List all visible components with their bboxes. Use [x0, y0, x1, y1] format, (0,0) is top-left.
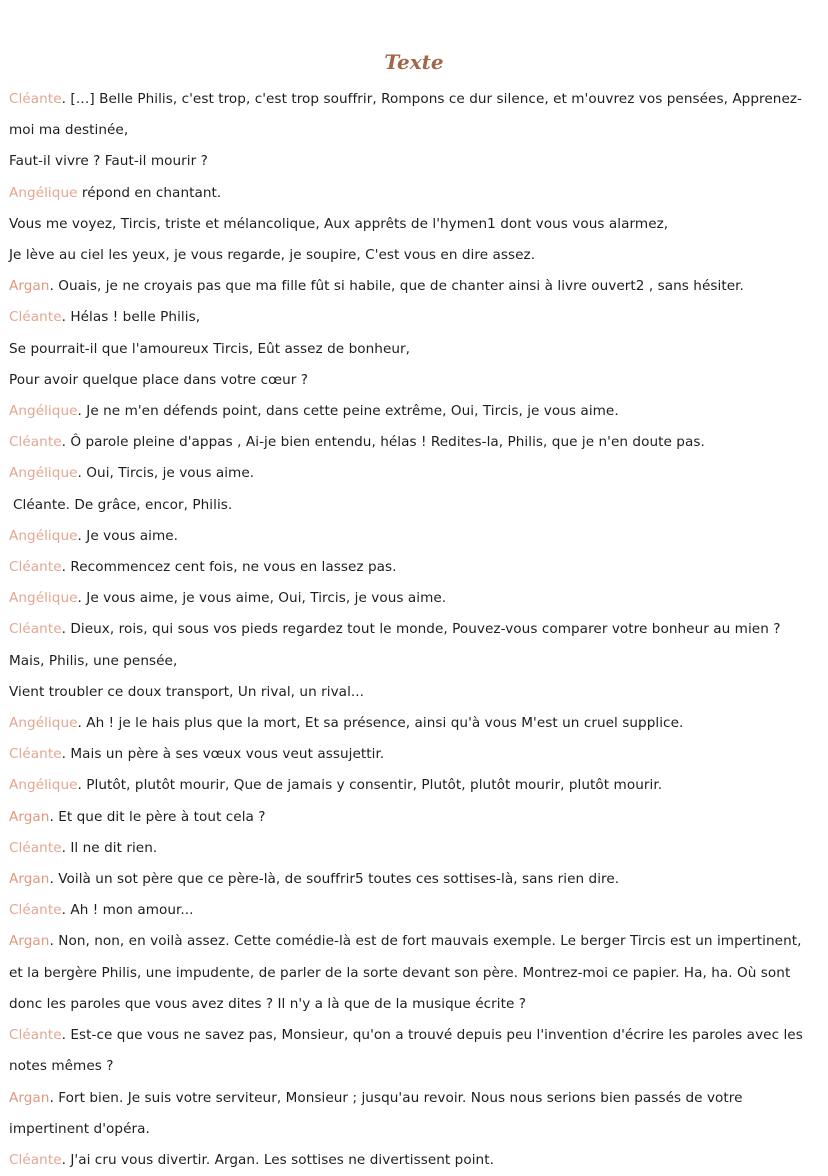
- line-text: Plutôt, plutôt mourir, Que de jamais y consentir, Plutôt, plutôt mourir, plutôt mourir.: [86, 777, 663, 794]
- line-text: Ah ! je le hais plus que la mort, Et sa présence, ainsi qu'à vous M'est un cruel supplice.: [86, 715, 684, 732]
- line-text: Et que dit le père à tout cela ?: [58, 808, 266, 825]
- speaker-name: Argan: [9, 278, 50, 295]
- dialogue-line: Angélique. Je ne m'en défends point, dans cette peine extrême, Oui, Tircis, je vous aime.: [9, 403, 619, 420]
- speaker-name: Cléante: [9, 1151, 62, 1168]
- dialogue-line: Cléante. Ah ! mon amour...: [9, 902, 194, 919]
- line-text: Se pourrait-il que l'amoureux Tircis, Eût assez de bonheur,: [9, 340, 411, 357]
- dialogue-line: Cléante. Il ne dit rien.: [9, 839, 158, 856]
- line-text: Ouais, je ne croyais pas que ma fille fût si habile, que de chanter ainsi à livre ouvert2 , sans hésiter.: [58, 278, 744, 295]
- dialogue-line: [9, 146, 818, 177]
- dialogue-line: Cléante. Hélas ! belle Philis,: [9, 309, 201, 326]
- line-text: Est-ce que vous ne savez pas, Monsieur, qu'on a trouvé depuis peu l'invention d'écrire les paroles avec les notes mêmes ?: [9, 1027, 803, 1075]
- dialogue-line: Cléante. Mais un père à ses vœux vous veut assujettir.: [9, 746, 385, 763]
- line-text: Non, non, en voilà assez. Cette comédie-là est de fort mauvais exemple. Le berger Tircis est un impertinent, et la bergère Philis, une impudente, de parler de la sorte devant son père. Montrez-moi ce papier. Ha, ha. Où sont donc les paroles que vous avez dites ? Il n'y a là que de la musique écrite ?: [9, 933, 802, 1012]
- dialogue-line: [9, 646, 818, 677]
- dialogue-line: Cléante. Est-ce que vous ne savez pas, Monsieur, qu'on a trouvé depuis peu l'invention d'écrire les paroles avec les notes mêmes ?: [9, 1027, 803, 1075]
- speaker-name: Angélique: [9, 527, 78, 544]
- speaker-name: Argan: [9, 871, 50, 888]
- line-text: Dieux, rois, qui sous vos pieds regardez tout le monde, Pouvez-vous comparer votre bonheur au mien ?: [70, 621, 781, 638]
- dialogue-line: Argan. Ouais, je ne croyais pas que ma fille fût si habile, que de chanter ainsi à livre ouvert2 , sans hésiter.: [9, 278, 744, 295]
- line-text: J'ai cru vous divertir. Argan. Les sottises ne divertissent point.: [70, 1151, 494, 1168]
- line-text: Je ne m'en défends point, dans cette peine extrême, Oui, Tircis, je vous aime.: [86, 403, 619, 420]
- speaker-name: Cléante: [9, 839, 62, 856]
- line-text: répond en chantant.: [81, 184, 222, 201]
- speaker-name: Cléante: [9, 91, 62, 107]
- speaker-name: Cléante: [9, 434, 62, 451]
- dialogue-line: [9, 178, 818, 209]
- line-text: Ô parole pleine d'appas , Ai-je bien entendu, hélas ! Redites-la, Philis, que je n'en doute pas.: [70, 434, 705, 451]
- dialogue-line: Argan. Non, non, en voilà assez. Cette comédie-là est de fort mauvais exemple. Le berger Tircis est un impertinent, et la bergère Philis, une impudente, de parler de la sorte devant son père. Montrez-moi ce papier. Ha, ha. Où sont donc les paroles que vous avez dites ? Il n'y a là que de la musique écrite ?: [9, 933, 802, 1012]
- line-text: Vous me voyez, Tircis, triste et mélancolique, Aux apprêts de l'hymen1 dont vous vous alarmez,: [9, 215, 669, 232]
- dialogue-line: Cléante. Dieux, rois, qui sous vos pieds regardez tout le monde, Pouvez-vous comparer votre bonheur au mien ?: [9, 621, 781, 638]
- line-text: […] Belle Philis, c'est trop, c'est trop souffrir, Rompons ce dur silence, et m'ouvrez vos pensées, Apprenez-moi ma destinée,: [9, 91, 803, 139]
- speaker-name: Angélique: [9, 465, 78, 482]
- dialogue-line: Cléante. Recommencez cent fois, ne vous en lassez pas.: [9, 559, 397, 576]
- dialogue-line: Angélique. Ah ! je le hais plus que la mort, Et sa présence, ainsi qu'à vous M'est un cruel supplice.: [9, 715, 684, 732]
- speaker-name: Cléante: [9, 746, 62, 763]
- line-text: Mais, Philis, une pensée,: [9, 652, 178, 669]
- line-text: Recommencez cent fois, ne vous en lassez pas.: [70, 559, 397, 576]
- dialogue-line: Cléante. […] Belle Philis, c'est trop, c'est trop souffrir, Rompons ce dur silence, et m'ouvrez vos pensées, Apprenez-moi ma destinée,: [9, 91, 803, 139]
- speaker-name: Cléante: [9, 559, 62, 576]
- speaker-name: Cléante: [9, 1027, 62, 1044]
- dialogue-line: Angélique. Oui, Tircis, je vous aime.: [9, 465, 255, 482]
- line-text: Il ne dit rien.: [70, 839, 158, 856]
- speaker-name: Cléante: [9, 621, 62, 638]
- speaker-name: Argan: [9, 808, 50, 825]
- line-text: Pour avoir quelque place dans votre cœur ?: [9, 371, 309, 388]
- line-text: Je lève au ciel les yeux, je vous regarde, je soupire, C'est vous en dire assez.: [9, 247, 536, 264]
- speaker-name: Angélique: [9, 777, 78, 794]
- line-text: Cléante. De grâce, encor, Philis.: [13, 496, 233, 513]
- line-text: Faut-il vivre ? Faut-il mourir ?: [9, 153, 208, 170]
- line-text: Hélas ! belle Philis,: [70, 309, 201, 326]
- speaker-name: Angélique: [9, 715, 78, 732]
- dialogue-text: [9, 84, 818, 1176]
- dialogue-line: Angélique. Je vous aime, je vous aime, Oui, Tircis, je vous aime.: [9, 590, 447, 607]
- dialogue-line: Argan. Voilà un sot père que ce père-là, de souffrir5 toutes ces sottises-là, sans rien dire.: [9, 871, 620, 888]
- dialogue-line: Argan. Fort bien. Je suis votre serviteur, Monsieur ; jusqu'au revoir. Nous nous serions bien passés de votre impertinent d'opéra.: [9, 1089, 743, 1137]
- dialogue-line: Angélique. Plutôt, plutôt mourir, Que de jamais y consentir, Plutôt, plutôt mourir, plutôt mourir.: [9, 777, 663, 794]
- dialogue-line: Argan. Et que dit le père à tout cela ?: [9, 808, 266, 825]
- speaker-name: Cléante: [9, 902, 62, 919]
- speaker-name: Argan: [9, 933, 50, 950]
- line-text: Je vous aime.: [86, 527, 179, 544]
- speaker-name: Angélique: [9, 403, 78, 420]
- dialogue-line: [9, 240, 818, 271]
- speaker-name: Cléante: [9, 309, 62, 326]
- dialogue-line: Cléante. Ô parole pleine d'appas , Ai-je bien entendu, hélas ! Redites-la, Philis, que je n'en doute pas.: [9, 434, 705, 451]
- dialogue-line: [9, 677, 818, 708]
- dialogue-line: [9, 209, 818, 240]
- dialogue-line: Angélique. Je vous aime.: [9, 527, 179, 544]
- document-title: Texte: [384, 50, 444, 74]
- line-text: Oui, Tircis, je vous aime.: [86, 465, 255, 482]
- speaker-name: Angélique: [9, 184, 78, 201]
- speaker-name: Angélique: [9, 590, 78, 607]
- line-text: Vient troubler ce doux transport, Un rival, un rival...: [9, 683, 365, 700]
- speaker-name: Argan: [9, 1089, 50, 1106]
- line-text: Mais un père à ses vœux vous veut assujettir.: [70, 746, 385, 763]
- line-text: Je vous aime, je vous aime, Oui, Tircis, je vous aime.: [86, 590, 447, 607]
- dialogue-line: [9, 365, 818, 396]
- dialogue-line: [9, 490, 818, 521]
- line-text: Voilà un sot père que ce père-là, de souffrir5 toutes ces sottises-là, sans rien dire.: [58, 871, 620, 888]
- dialogue-line: Cléante. J'ai cru vous divertir. Argan. Les sottises ne divertissent point.: [9, 1151, 494, 1168]
- dialogue-line: [9, 334, 818, 365]
- line-text: Fort bien. Je suis votre serviteur, Monsieur ; jusqu'au revoir. Nous nous serions bien passés de votre impertinent d'opéra.: [9, 1089, 743, 1137]
- line-text: Ah ! mon amour...: [70, 902, 194, 919]
